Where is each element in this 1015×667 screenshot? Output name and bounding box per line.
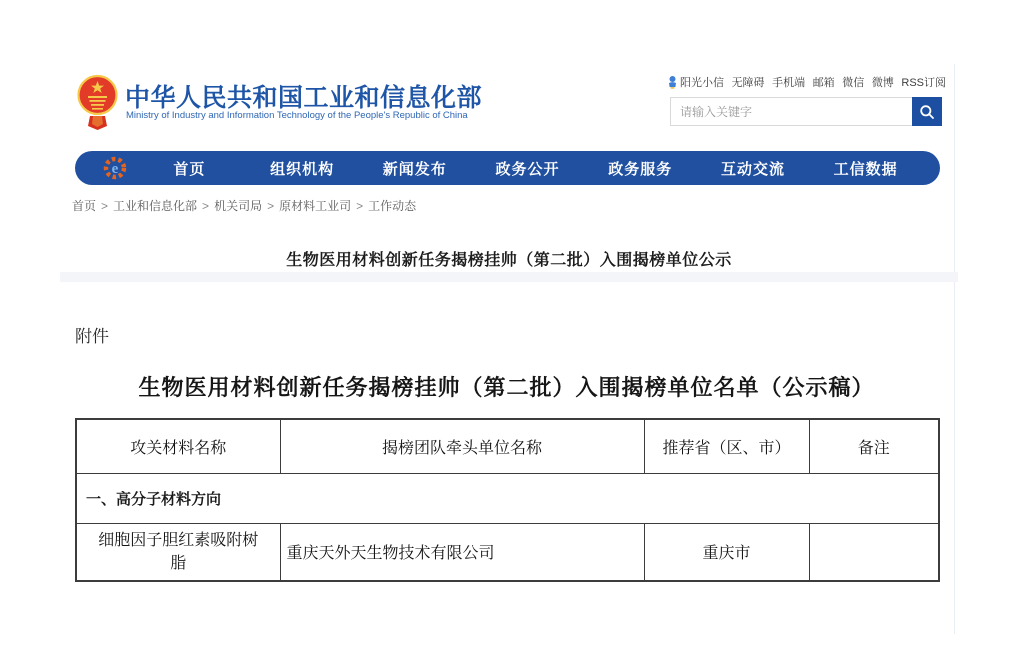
unit-cell: 重庆天外天生物技术有限公司: [280, 523, 644, 581]
quick-link-wechat[interactable]: [842, 74, 864, 90]
nav-item-interaction[interactable]: 互动交流: [720, 160, 785, 178]
site-title: 中华人民共和国工业和信息化部: [125, 84, 483, 112]
quick-link-accessibility[interactable]: [732, 74, 765, 90]
quick-link-label: 微博: [871, 77, 894, 89]
miit-swirl-icon: [103, 156, 127, 180]
nav-item-data[interactable]: 工信数据: [833, 160, 898, 178]
section-label: 一、高分子材料方向: [76, 473, 939, 523]
content-right-border: [954, 64, 955, 634]
breadcrumb-separator: >: [101, 198, 109, 213]
quick-link-label: 邮箱: [812, 77, 835, 89]
quick-link-weibo[interactable]: [872, 74, 894, 90]
article-title: 生物医用材料创新任务揭榜挂帅（第二批）入围揭榜单位公示: [286, 252, 732, 269]
header-province: 推荐省（区、市）: [644, 419, 809, 473]
breadcrumb-separator: >: [267, 198, 275, 213]
breadcrumb-departments[interactable]: 机关司局: [214, 199, 263, 213]
material-cell: 细胞因子胆红素吸附树脂: [76, 523, 280, 581]
national-emblem-icon: [77, 74, 118, 130]
breadcrumb-miit[interactable]: 工业和信息化部: [113, 199, 198, 213]
quick-link-sunshine[interactable]: [668, 74, 724, 90]
svg-text:e: e: [111, 161, 119, 177]
magnifier-icon: [919, 104, 935, 120]
quick-link-label: RSS订阅: [901, 77, 946, 89]
nav-item-gov-service[interactable]: 政务服务: [608, 160, 673, 178]
quick-link-label: 微信: [842, 77, 865, 89]
breadcrumb-home[interactable]: 首页: [72, 199, 97, 213]
note-cell: [809, 523, 939, 581]
nav-item-organization[interactable]: 组织机构: [270, 160, 335, 178]
nav-item-home[interactable]: 首页: [173, 160, 206, 178]
search-bar: [670, 97, 942, 126]
province-cell: 重庆市: [644, 523, 809, 581]
quick-link-label: 手机端: [772, 77, 806, 89]
search-input[interactable]: [670, 97, 912, 126]
breadcrumb-raw-materials[interactable]: 原材料工业司: [279, 199, 352, 213]
document-title: 生物医用材料创新任务揭榜挂帅（第二批）入围揭榜单位名单（公示稿）: [138, 375, 875, 400]
header-note: 备注: [809, 419, 939, 473]
nav-item-gov-open[interactable]: 政务公开: [495, 160, 560, 178]
title-divider: [60, 272, 958, 282]
search-button[interactable]: [912, 97, 942, 126]
breadcrumb: [72, 197, 416, 214]
header-material: 攻关材料名称: [76, 419, 280, 473]
breadcrumb-work-trends[interactable]: 工作动态: [368, 199, 417, 213]
quick-links: [668, 74, 946, 90]
breadcrumb-separator: >: [202, 198, 210, 213]
table-row: [76, 523, 939, 581]
breadcrumb-separator: >: [356, 198, 364, 213]
nav-item-news[interactable]: 新闻发布: [382, 160, 447, 178]
quick-link-label: 阳光小信: [680, 77, 724, 89]
quick-link-label: 无障碍: [731, 77, 765, 89]
publicity-table: [75, 418, 940, 582]
site-subtitle: Ministry of Industry and Information Technology of the People's Republic of China: [126, 110, 468, 121]
quick-link-mail[interactable]: [813, 74, 835, 90]
table-header-row: [76, 419, 939, 473]
quick-link-rss[interactable]: [901, 74, 946, 90]
table-section-row: [76, 473, 939, 523]
main-nav: [75, 151, 940, 185]
header-unit: 揭榜团队牵头单位名称: [280, 419, 644, 473]
attachment-label: 附件: [75, 327, 109, 346]
quick-link-mobile[interactable]: [772, 74, 805, 90]
mascot-icon: [668, 76, 677, 89]
